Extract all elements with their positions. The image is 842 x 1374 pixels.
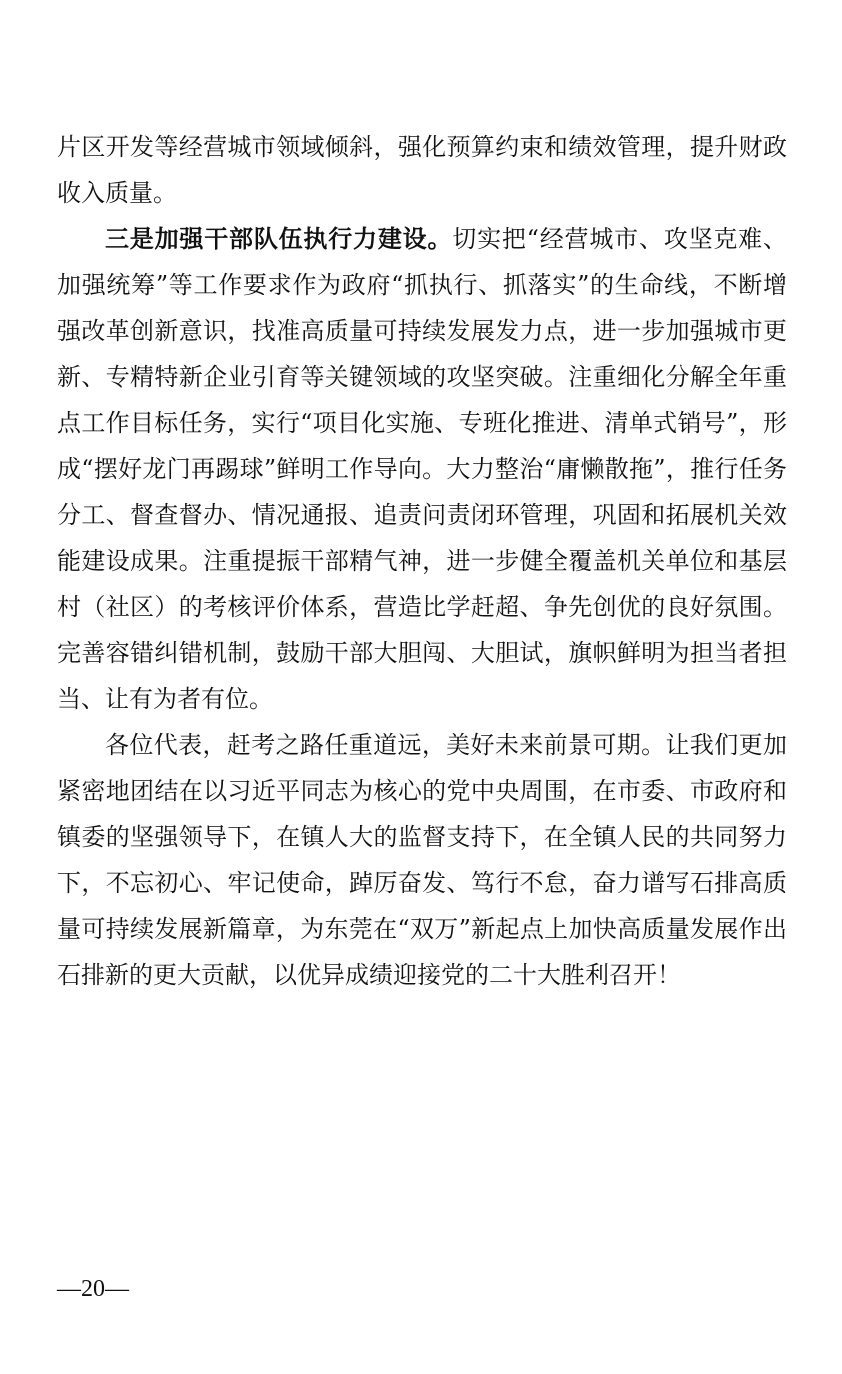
paragraph-continuation (57, 124, 787, 216)
paragraph-text: 各位代表，赶考之路任重道远，美好未来前景可期。让我们更加紧密地团结在以习近平同志为核心的党中央周围，在市委、市政府和镇委的坚强领导下，在镇人大的监督支持下，在全镇人民的共同努力下，不忘初心、牢记使命，踔厉奋发、笃行不怠，奋力谱写石排高质量可持续发展新篇章，为东莞在“双万”新起点上加快高质量发展作出石排新的更大贡献，以优异成绩迎接党的二十大胜利召开！ (57, 731, 787, 989)
paragraph-text: 切实把“经营城市、攻坚克难、加强统筹”等工作要求作为政府“抓执行、抓落实”的生命线，不断增强改革创新意识，找准高质量可持续发展发力点，进一步加强城市更新、专精特新企业引育等关键领域的攻坚突破。注重细化分解全年重点工作目标任务，实行“项目化实施、专班化推进、清单式销号”，形成“摆好龙门再踢球”鲜明工作导向。大力整治“庸懒散拖”，推行任务分工、督查督办、情况通报、追责问责闭环管理，巩固和拓展机关效能建设成果。注重提振干部精气神，进一步健全覆盖机关单位和基层村（社区）的考核评价体系，营造比学赶超、争先创优的良好氛围。完善容错纠错机制，鼓励干部大胆闯、大胆试，旗帜鲜明为担当者担当、让有为者有位。 (57, 225, 787, 713)
document-body (57, 124, 787, 998)
paragraph-closing (57, 722, 787, 998)
paragraph-text: 片区开发等经营城市领域倾斜，强化预算约束和绩效管理，提升财政收入质量。 (57, 133, 787, 207)
paragraph-heading: 三是加强干部队伍执行力建设。 (105, 224, 453, 253)
paragraph-cadre-execution (57, 216, 787, 722)
page-number: —20— (57, 1276, 129, 1302)
